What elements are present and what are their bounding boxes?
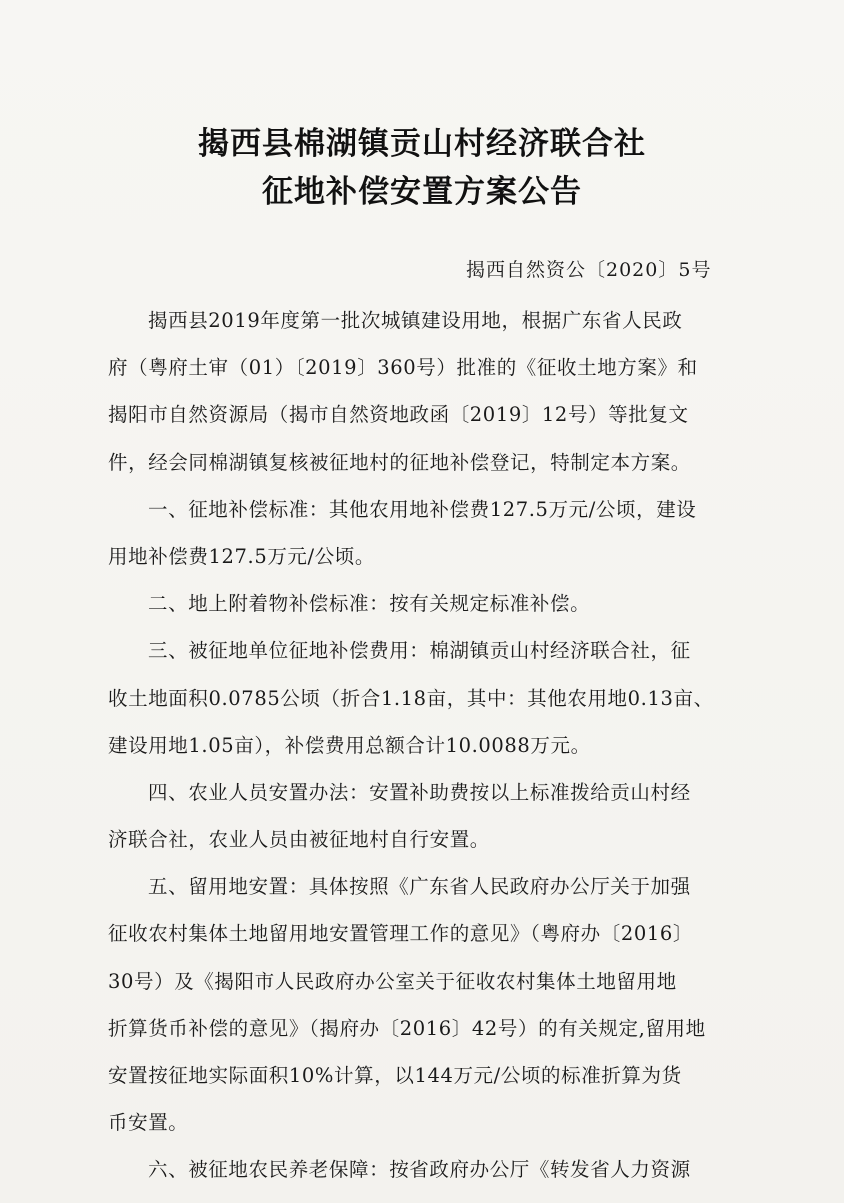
- body-line: 30号）及《揭阳市人民政府办公室关于征收农村集体土地留用地: [108, 969, 677, 993]
- body-line: 四、农业人员安置办法：安置补助费按以上标准拨给贡山村经: [148, 780, 691, 804]
- body-line: 币安置。: [108, 1111, 189, 1135]
- body-line: 安置按征地实际面积10%计算，以144万元/公顷的标准折算为货: [108, 1064, 682, 1087]
- document-body: [108, 297, 768, 1194]
- body-line: 五、留用地安置：具体按照《广东省人民政府办公厅关于加强: [148, 875, 691, 899]
- body-line: 揭阳市自然资源局（揭市自然资地政函〔2019〕12号）等批复文: [108, 403, 689, 427]
- body-line: 一、征地补偿标准：其他农用地补偿费127.5万元/公顷，建设: [148, 497, 697, 521]
- body-line: 三、被征地单位征地补偿费用：棉湖镇贡山村经济联合社，征: [148, 639, 691, 663]
- body-line: 征收农村集体土地留用地安置管理工作的意见》（粤府办〔2016〕: [108, 922, 693, 946]
- body-line: 建设用地1.05亩），补偿费用总额合计10.0088万元。: [108, 733, 591, 757]
- body-line: 府（粤府土审（01）〔2019〕360号）批准的《征收土地方案》和: [108, 356, 698, 380]
- document-title-line-2: 征地补偿安置方案公告: [262, 174, 582, 210]
- body-line: 件，经会同棉湖镇复核被征地村的征地补偿登记，特制定本方案。: [108, 450, 691, 474]
- body-line: 折算货币补偿的意见》（揭府办〔2016〕42号）的有关规定,留用地: [108, 1016, 706, 1040]
- body-line: 六、被征地农民养老保障：按省政府办公厅《转发省人力资源: [148, 1158, 691, 1182]
- body-line: 揭西县2019年度第一批次城镇建设用地，根据广东省人民政: [148, 309, 683, 332]
- document-number: 揭西自然资公〔2020〕5号: [466, 259, 712, 281]
- body-line: 二、地上附着物补偿标准：按有关规定标准补偿。: [148, 592, 591, 616]
- document-title-line-1: 揭西县棉湖镇贡山村经济联合社: [198, 126, 646, 162]
- body-line: 收土地面积0.0785公顷（折合1.18亩，其中：其他农用地0.13亩、: [108, 686, 714, 710]
- body-line: 济联合社，农业人员由被征地村自行安置。: [108, 828, 490, 852]
- body-line: 用地补偿费127.5万元/公顷。: [108, 544, 375, 568]
